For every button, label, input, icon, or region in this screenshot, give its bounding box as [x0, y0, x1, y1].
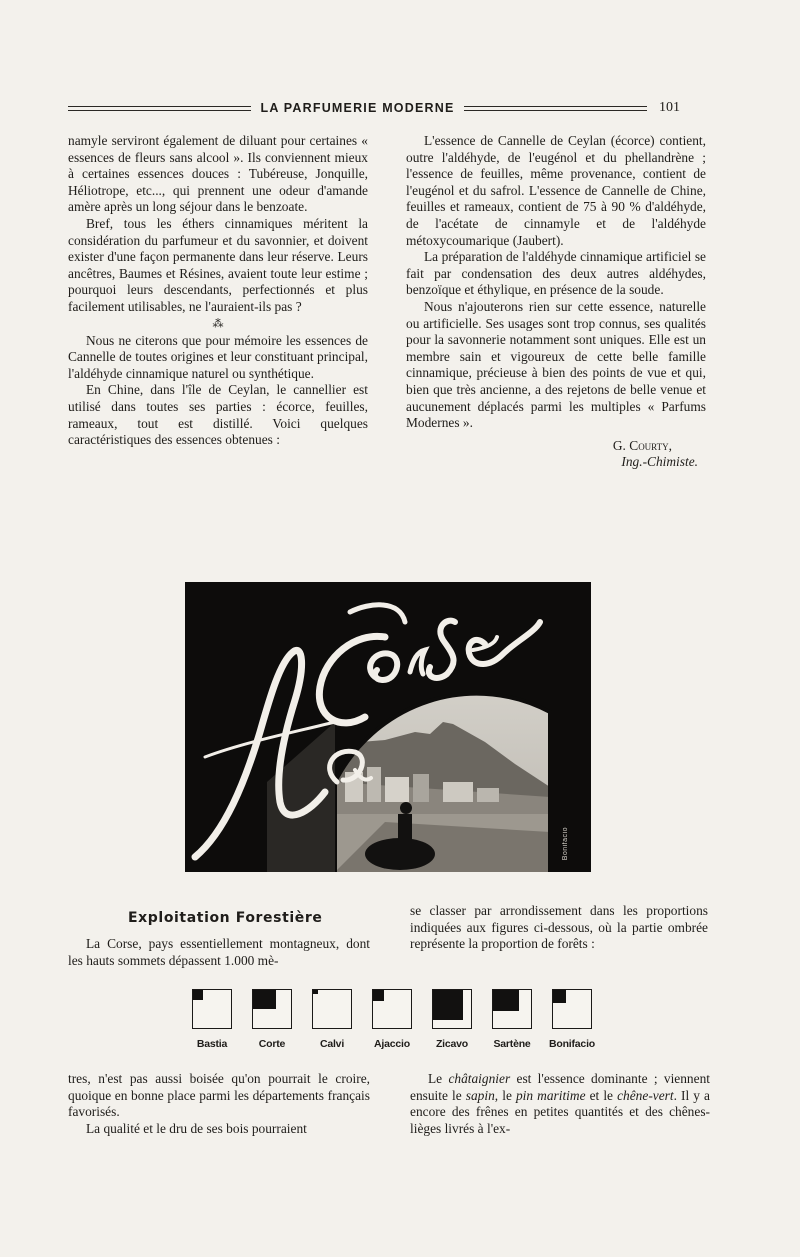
- page-number: 101: [659, 100, 681, 115]
- forest-diagram: [370, 986, 414, 1056]
- forest-diagram: [310, 986, 354, 1056]
- text-column-left-middle: [68, 936, 370, 969]
- forest-diagram-square: [252, 989, 292, 1029]
- paragraph: L'essence de Cannelle de Ceylan (écorce) contient, outre l'aldéhyde, de l'eugénol et du phellandrène ; l'essence de feuilles, même provenance, contient de l'eugénol et du safrol. L'essence de Cannelle de Chine, feuilles et rameaux, contient de 75 à 90 % d'aldéhyde, de l'acétate de cinnamyle et de l'aldéhyde métoxycoumarique (Jaubert).: [406, 133, 706, 248]
- forest-diagram: [430, 986, 474, 1056]
- forest-diagram-square: [432, 989, 472, 1029]
- text-column-left-top: [68, 133, 368, 449]
- forest-shaded-area: [433, 990, 463, 1020]
- arrondissement-label: Corte: [258, 1038, 286, 1050]
- paragraph: Nous ne citerons que pour mémoire les essences de Cannelle de toutes origines et leur constituant principal, l'aldéhyde cinnamique naturel ou synthétique.: [68, 332, 368, 381]
- species-chataignier: châtaignier: [448, 1071, 511, 1086]
- species-chene-vert: chêne-vert: [617, 1087, 674, 1103]
- forest-shaded-area: [253, 990, 276, 1009]
- arrondissement-label: Zicavo: [435, 1038, 469, 1050]
- text-run: Le: [428, 1071, 449, 1086]
- text-run: . Il y a encore des frênes en petites quantités et des chênes-lièges livrés à l'ex-: [410, 1087, 710, 1136]
- journal-title: LA PARFUMERIE MODERNE: [260, 101, 455, 115]
- arrondissement-label: Bastia: [196, 1038, 228, 1050]
- header-rule-right: [464, 106, 647, 111]
- paragraph: tres, n'est pas aussi boisée qu'on pourrait le croire, quoique en bonne place parmi les départements français favorisés.: [68, 1071, 370, 1120]
- forest-proportion-diagrams: [190, 986, 600, 1056]
- forest-shaded-area: [553, 990, 566, 1003]
- paragraph: La préparation de l'aldéhyde cinnamique artificiel se fait par condensation des deux autres aldéhydes, benzoïque et éthylique, en présence de la soude.: [406, 249, 706, 298]
- arrondissement-label: Sartène: [493, 1038, 531, 1050]
- forest-diagram: [250, 986, 294, 1056]
- poster-credit: Bonifacio: [562, 826, 569, 860]
- la-corse-poster: [185, 582, 591, 872]
- text-run: et le: [585, 1087, 618, 1103]
- paragraph: Nous n'ajouterons rien sur cette essence, naturelle ou artificielle. Ses usages sont trop connus, ses qualités pour la savonnerie notamment sont uniques. Elle est un membre sain et vigoureux de cette belle famille cinnamique, précieuse à bien des points de vue et qui, bien que très ancienne, a des rejetons de belle venue et aucunement déplacés parmi les multiples « Parfums Modernes ».: [406, 298, 706, 431]
- header-rule-left: [68, 106, 251, 111]
- section-title: Exploitation Forestière: [128, 910, 323, 926]
- page-header: [68, 98, 680, 118]
- forest-diagram-square: [552, 989, 592, 1029]
- text-run: , le: [494, 1087, 516, 1103]
- species-pin-maritime: pin maritime: [515, 1087, 586, 1103]
- forest-shaded-area: [373, 990, 384, 1001]
- forest-diagram: [490, 986, 534, 1056]
- arrondissement-label: Calvi: [319, 1038, 345, 1050]
- asterism: ⁂: [212, 317, 224, 330]
- forest-diagram-square: [372, 989, 412, 1029]
- forest-diagram-square: [192, 989, 232, 1029]
- text-run: est l'essence dominante ; viennent ensuite le: [410, 1071, 710, 1103]
- author-title: Ing.-Chimiste.: [621, 454, 698, 470]
- text-column-right-top: [406, 133, 706, 471]
- paragraph: Bref, tous les éthers cinnamiques méritent la considération du parfumeur et du savonnier, et doivent exister d'une façon permanente dans leur réserve. Leurs ancêtres, Baumes et Résines, avaient toute leur estime ; pourquoi leurs descendants, perfectionnés et plus facilement utilisables, ne l'auraient-ils pas ?: [68, 215, 368, 314]
- forest-shaded-area: [493, 990, 519, 1011]
- paragraph: La Corse, pays essentiellement montagneux, dont les hauts sommets dépassent 1.000 mè-: [68, 936, 370, 968]
- forest-diagram: [190, 986, 234, 1056]
- forest-diagram-square: [312, 989, 352, 1029]
- species-sapin: sapin: [465, 1087, 495, 1103]
- poster-illustration: [185, 582, 591, 872]
- author-signature: G. Courty,: [612, 437, 672, 453]
- arrondissement-label: Ajaccio: [374, 1038, 410, 1050]
- paragraph: La qualité et le dru de ses bois pourraient: [86, 1120, 307, 1136]
- paragraph: namyle serviront également de diluant pour certaines « essences de fleurs sans alcool ». Ils conviennent mieux à certaines essences douces : Tubéreuse, Jonquille, Héliotrope, etc..., qui prennent une odeur d'amande amère après un long séjour dans le benzoate.: [68, 133, 368, 215]
- text-column-right-middle: [410, 903, 708, 953]
- forest-shaded-area: [193, 990, 203, 1000]
- forest-diagram-square: [492, 989, 532, 1029]
- text-column-right-bottom: [410, 1071, 710, 1137]
- paragraph: se classer par arrondissement dans les proportions indiquées aux figures ci-dessous, où la partie ombrée représente la proportion de forêts :: [410, 903, 708, 952]
- forest-diagram: [550, 986, 594, 1056]
- arrondissement-label: Bonifacio: [548, 1038, 596, 1050]
- paragraph: [410, 1071, 710, 1137]
- paragraph: En Chine, dans l'île de Ceylan, le cannellier est utilisé dans toutes ses parties : écorce, feuilles, rameaux, tout est distillé. Voici quelques caractéristiques des essences obtenues :: [68, 382, 368, 448]
- text-column-left-bottom: [68, 1071, 370, 1137]
- forest-shaded-area: [313, 990, 318, 994]
